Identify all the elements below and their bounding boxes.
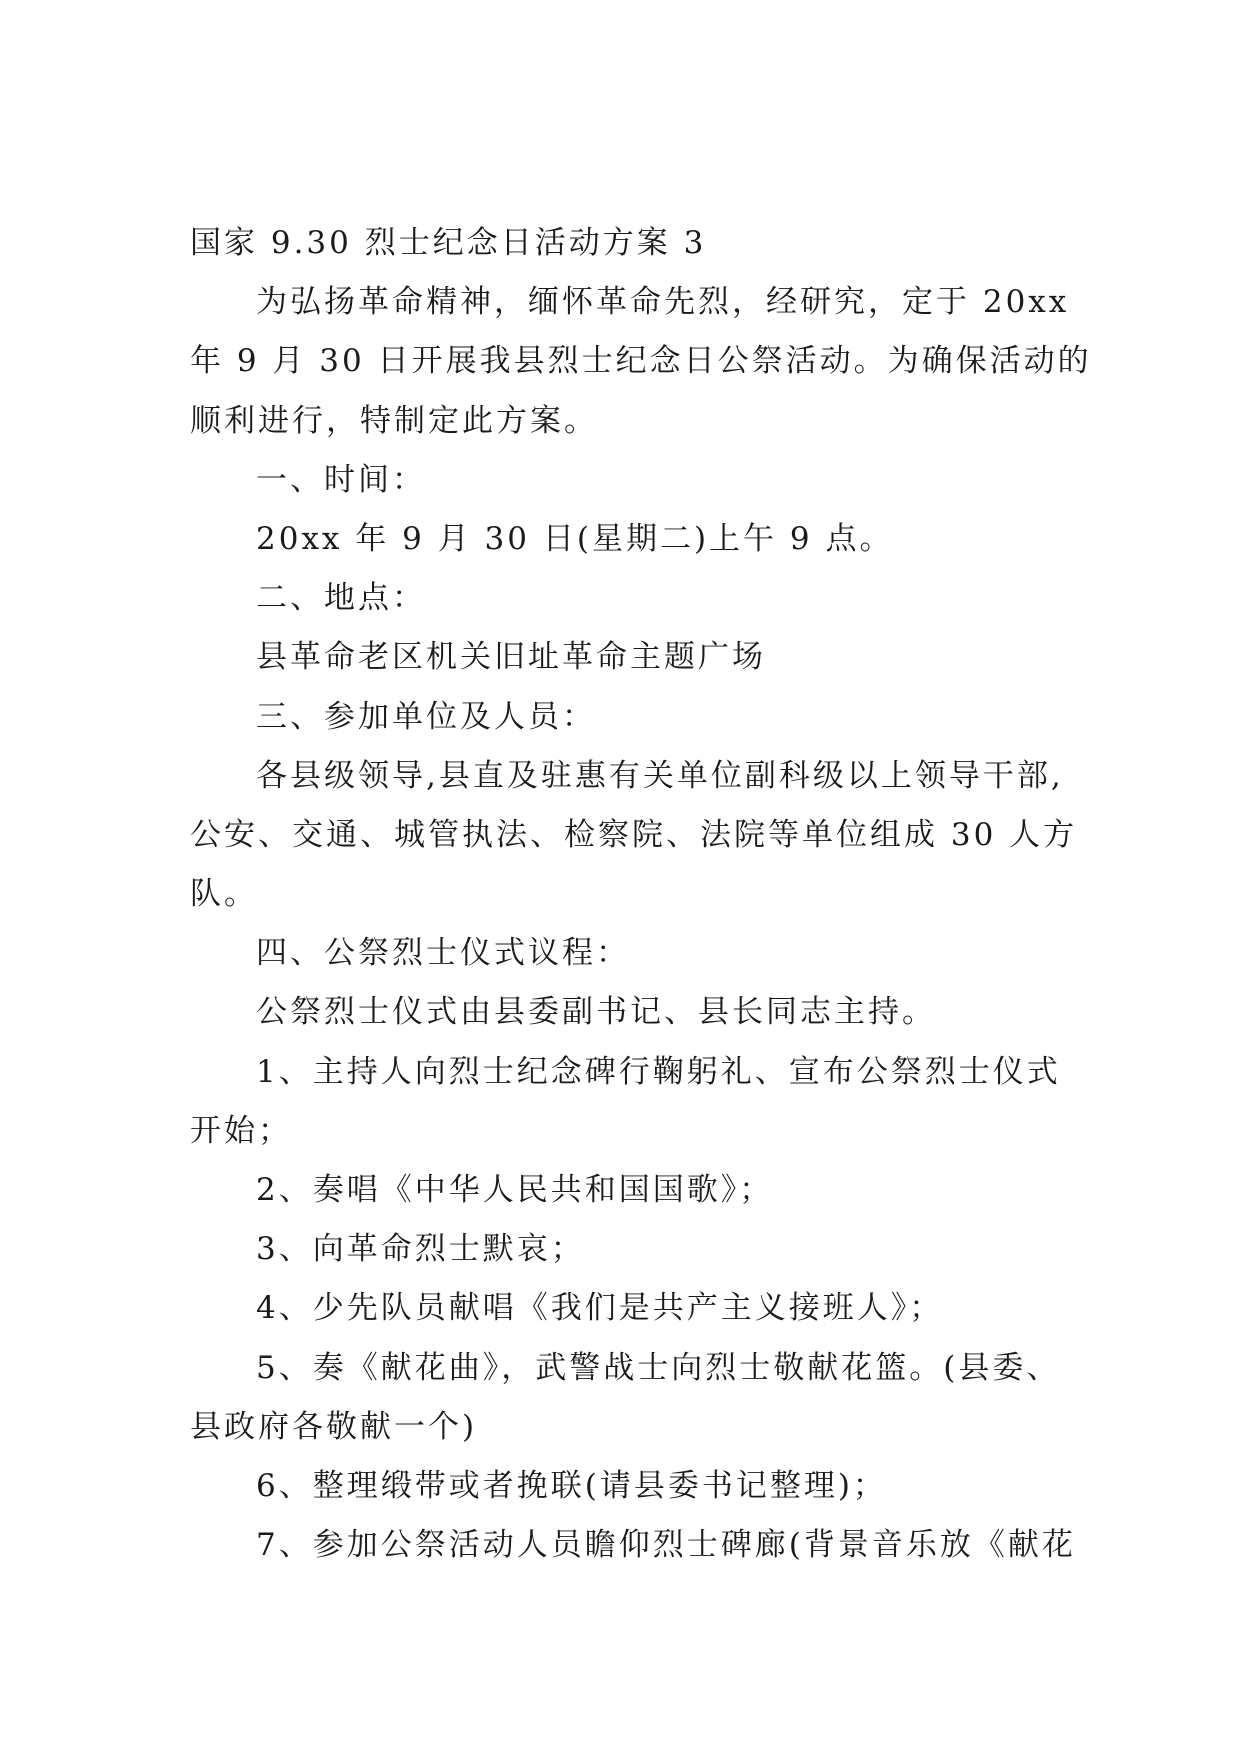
agenda-item-continued: 开始； bbox=[190, 1112, 292, 1149]
agenda-item: 1、主持人向烈士纪念碑行鞠躬礼、宣布公祭烈士仪式 bbox=[256, 1053, 1061, 1090]
agenda-item: 4、少先队员献唱《我们是共产主义接班人》； bbox=[256, 1290, 944, 1327]
agenda-item: 3、向革命烈士默哀； bbox=[256, 1231, 585, 1268]
section-heading-participants: 三、参加单位及人员： bbox=[256, 698, 596, 735]
agenda-item-continued: 县政府各敬献一个) bbox=[190, 1408, 478, 1445]
paragraph-line: 公安、交通、城管执法、检察院、法院等单位组成 30 人方 bbox=[190, 816, 1078, 853]
paragraph-line: 公祭烈士仪式由县委副书记、县长同志主持。 bbox=[256, 994, 936, 1031]
paragraph-line: 20xx 年 9 月 30 日(星期二)上午 9 点。 bbox=[256, 520, 894, 557]
paragraph-line: 队。 bbox=[190, 876, 258, 913]
paragraph-line: 各县级领导,县直及驻惠有关单位副科级以上领导干部, bbox=[256, 757, 1064, 794]
paragraph-line: 县革命老区机关旧址革命主题广场 bbox=[256, 639, 766, 676]
section-heading-agenda: 四、公祭烈士仪式议程： bbox=[256, 935, 630, 972]
paragraph-line: 顺利进行，特制定此方案。 bbox=[190, 402, 598, 439]
agenda-item: 2、奏唱《中华人民共和国国歌》； bbox=[256, 1172, 774, 1208]
section-heading-time: 一、时间： bbox=[256, 461, 426, 498]
agenda-item: 7、参加公祭活动人员瞻仰烈士碑廊(背景音乐放《献花 bbox=[256, 1527, 1076, 1564]
agenda-item: 5、奏《献花曲》，武警战士向烈士敬献花篮。(县委、 bbox=[256, 1349, 1061, 1386]
document-body bbox=[190, 214, 1092, 1575]
section-heading-location: 二、地点： bbox=[256, 580, 426, 617]
paragraph-line: 年 9 月 30 日开展我县烈士纪念日公祭活动。为确保活动的 bbox=[190, 343, 1092, 380]
agenda-item: 6、整理缎带或者挽联(请县委书记整理)； bbox=[256, 1467, 887, 1504]
paragraph-line: 为弘扬革命精神，缅怀革命先烈，经研究，定于 20xx bbox=[256, 284, 1070, 321]
document-title: 国家 9.30 烈士纪念日活动方案 3 bbox=[190, 225, 707, 261]
